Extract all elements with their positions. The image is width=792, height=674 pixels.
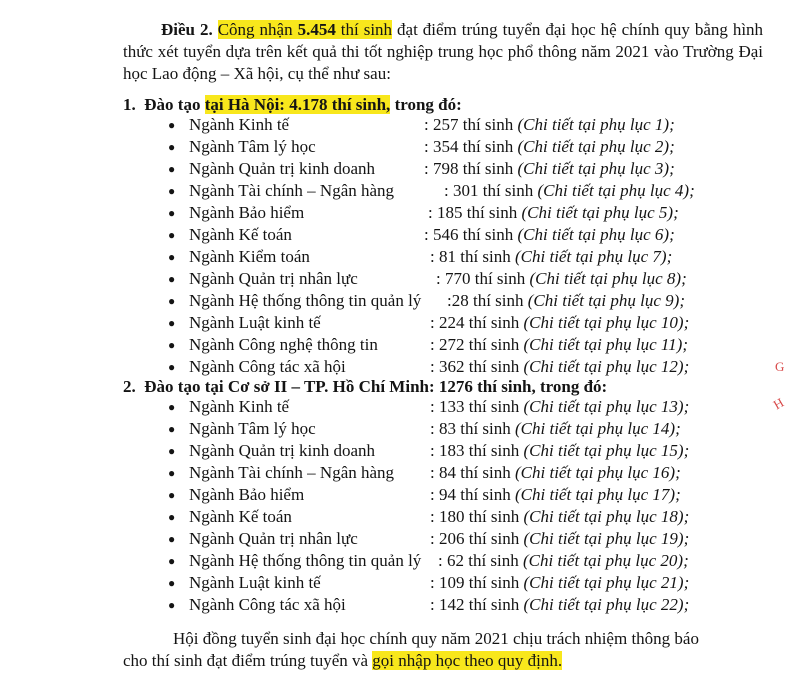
major-name: Ngành Tài chính – Ngân hàng [189, 463, 395, 482]
article-label: Điều 2. [161, 20, 213, 39]
major-detail [430, 462, 681, 484]
major-name: Ngành Công tác xã hội [189, 595, 346, 614]
major-name: Ngành Kế toán [189, 507, 292, 526]
candidate-count: : 180 thí sinh [430, 507, 520, 526]
candidate-count: : 81 thí sinh [430, 247, 511, 266]
major-detail [430, 356, 689, 378]
major-name: Ngành Kiểm toán [189, 247, 310, 266]
major-detail [438, 550, 689, 572]
bullet-icon: ● [168, 316, 176, 330]
major-detail [424, 114, 675, 136]
candidate-count: :28 thí sinh [447, 291, 524, 310]
bullet-icon: ● [168, 400, 176, 414]
closing-paragraph [123, 628, 763, 672]
bullet-icon: ● [168, 488, 176, 502]
major-name: Ngành Luật kinh tế [189, 573, 321, 592]
candidate-count: : 224 thí sinh [430, 313, 520, 332]
stamp-mark-g: G [775, 359, 785, 374]
major-name: Ngành Bảo hiểm [189, 203, 305, 222]
bullet-icon: ● [168, 338, 176, 352]
highlight-hanoi: tại Hà Nội: 4.178 thí sinh, [204, 95, 391, 114]
candidate-count: : 83 thí sinh [430, 419, 511, 438]
appendix-reference: (Chi tiết tại phụ lục 13); [523, 397, 690, 416]
bullet-icon: ● [168, 206, 176, 220]
appendix-reference: (Chi tiết tại phụ lục 17); [515, 485, 681, 504]
candidate-count: : 301 thí sinh [444, 181, 534, 200]
appendix-reference: (Chi tiết tại phụ lục 14); [515, 419, 681, 438]
bullet-icon: ● [168, 250, 176, 264]
appendix-reference: (Chi tiết tại phụ lục 6); [517, 225, 675, 244]
major-name: Ngành Quản trị nhân lực [189, 269, 358, 288]
major-detail [430, 418, 681, 440]
major-name: Ngành Kinh tế [189, 115, 290, 134]
section-heading-hcm: 2. Đào tạo tại Cơ sở II – TP. Hồ Chí Minh: 1276 thí sinh, trong đó: [123, 377, 608, 396]
candidate-count: : 354 thí sinh [424, 137, 514, 156]
bullet-icon: ● [168, 140, 176, 154]
candidate-count: : 546 thí sinh [424, 225, 514, 244]
appendix-reference: (Chi tiết tại phụ lục 7); [515, 247, 673, 266]
bullet-icon: ● [168, 184, 176, 198]
bullet-icon: ● [168, 272, 176, 286]
major-name: Ngành Hệ thống thông tin quản lý [189, 291, 422, 310]
bullet-icon: ● [168, 598, 176, 612]
candidate-count: : 272 thí sinh [430, 335, 520, 354]
bullet-icon: ● [168, 162, 176, 176]
major-detail [447, 290, 685, 312]
article-intro [123, 19, 763, 85]
appendix-reference: (Chi tiết tại phụ lục 5); [521, 203, 679, 222]
candidate-count: : 183 thí sinh [430, 441, 520, 460]
bullet-icon: ● [168, 444, 176, 458]
major-detail [430, 312, 689, 334]
major-detail [444, 180, 695, 202]
candidate-count: : 185 thí sinh [428, 203, 518, 222]
bullet-icon: ● [168, 360, 176, 374]
candidate-count: : 142 thí sinh [430, 595, 520, 614]
appendix-reference: (Chi tiết tại phụ lục 16); [515, 463, 681, 482]
appendix-reference: (Chi tiết tại phụ lục 22); [523, 595, 690, 614]
major-name: Ngành Quản trị kinh doanh [189, 159, 376, 178]
major-name: Ngành Quản trị nhân lực [189, 529, 358, 548]
bullet-icon: ● [168, 554, 176, 568]
appendix-reference: (Chi tiết tại phụ lục 1); [517, 115, 675, 134]
major-detail [430, 484, 681, 506]
appendix-reference: (Chi tiết tại phụ lục 12); [523, 357, 690, 376]
section-heading-hanoi: 1. Đào tạo tại Hà Nội: 4.178 thí sinh, trong đó: [123, 95, 462, 114]
candidate-count: : 770 thí sinh [436, 269, 526, 288]
major-detail [430, 246, 672, 268]
major-name: Ngành Tâm lý học [189, 137, 316, 156]
major-detail [430, 334, 688, 356]
bullet-icon: ● [168, 576, 176, 590]
major-detail [430, 440, 689, 462]
highlight-enrollment: gọi nhập học theo quy định. [372, 651, 563, 670]
candidate-count: : 798 thí sinh [424, 159, 514, 178]
major-name: Ngành Tâm lý học [189, 419, 316, 438]
major-detail [430, 506, 689, 528]
major-name: Ngành Quản trị kinh doanh [189, 441, 376, 460]
appendix-reference: (Chi tiết tại phụ lục 10); [523, 313, 690, 332]
major-name: Ngành Tài chính – Ngân hàng [189, 181, 395, 200]
candidate-count: : 84 thí sinh [430, 463, 511, 482]
bullet-icon: ● [168, 118, 176, 132]
candidate-count: : 62 thí sinh [438, 551, 519, 570]
major-name: Ngành Luật kinh tế [189, 313, 321, 332]
candidate-count: : 206 thí sinh [430, 529, 520, 548]
closing-line-1: Hội đồng tuyển sinh đại học chính quy năm 2021 chịu trách nhiệm thông báo [173, 629, 699, 648]
bullet-icon: ● [168, 228, 176, 242]
major-detail [424, 136, 675, 158]
major-name: Ngành Công nghệ thông tin [189, 335, 378, 354]
appendix-reference: (Chi tiết tại phụ lục 2); [517, 137, 675, 156]
candidate-count: : 362 thí sinh [430, 357, 520, 376]
bullet-icon: ● [168, 422, 176, 436]
major-detail [428, 202, 679, 224]
major-detail [430, 572, 689, 594]
appendix-reference: (Chi tiết tại phụ lục 9); [527, 291, 685, 310]
candidate-count: : 109 thí sinh [430, 573, 520, 592]
closing-line-2: cho thí sinh đạt điểm trúng tuyển và gọi nhập học theo quy định. [123, 651, 563, 670]
article-intro-text: đạt điểm trúng tuyển đại học hệ chính quy bằng hình thức xét tuyển dựa trên kết quả thi tốt nghiệp trung học phổ thông năm 2021 vào Trường Đại học Lao động – Xã hội, cụ thể như sau: [123, 20, 764, 83]
major-detail [430, 396, 689, 418]
candidate-count: : 133 thí sinh [430, 397, 520, 416]
major-name: Ngành Công tác xã hội [189, 357, 346, 376]
appendix-reference: (Chi tiết tại phụ lục 3); [517, 159, 675, 178]
appendix-reference: (Chi tiết tại phụ lục 8); [529, 269, 687, 288]
appendix-reference: (Chi tiết tại phụ lục 11); [523, 335, 688, 354]
highlight-recognize: Công nhận 5.454 thí sinh [217, 20, 393, 39]
major-name: Ngành Bảo hiểm [189, 485, 305, 504]
appendix-reference: (Chi tiết tại phụ lục 15); [523, 441, 690, 460]
appendix-reference: (Chi tiết tại phụ lục 19); [523, 529, 690, 548]
appendix-reference: (Chi tiết tại phụ lục 18); [523, 507, 690, 526]
stamp-mark-h: H [770, 394, 787, 413]
major-name: Ngành Kế toán [189, 225, 292, 244]
bullet-icon: ● [168, 294, 176, 308]
candidate-count: : 94 thí sinh [430, 485, 511, 504]
bullet-icon: ● [168, 466, 176, 480]
major-name: Ngành Hệ thống thông tin quản lý [189, 551, 422, 570]
major-detail [424, 158, 675, 180]
appendix-reference: (Chi tiết tại phụ lục 4); [537, 181, 695, 200]
major-detail [424, 224, 675, 246]
bullet-icon: ● [168, 532, 176, 546]
major-detail [436, 268, 687, 290]
candidate-count: : 257 thí sinh [424, 115, 514, 134]
appendix-reference: (Chi tiết tại phụ lục 20); [523, 551, 689, 570]
major-detail [430, 528, 689, 550]
major-name: Ngành Kinh tế [189, 397, 290, 416]
bullet-icon: ● [168, 510, 176, 524]
appendix-reference: (Chi tiết tại phụ lục 21); [523, 573, 690, 592]
major-detail [430, 594, 689, 616]
